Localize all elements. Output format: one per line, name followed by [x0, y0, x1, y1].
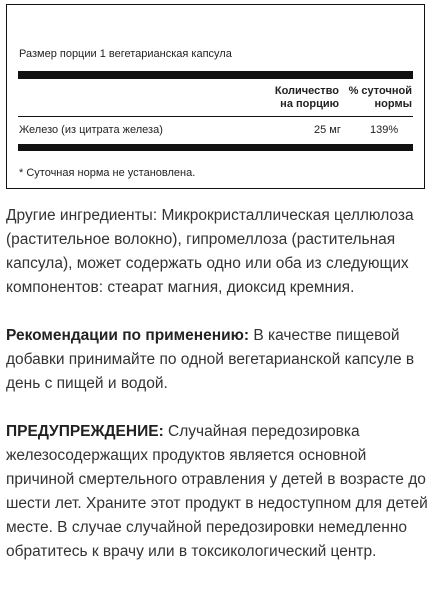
warning-label: ПРЕДУПРЕЖДЕНИЕ:: [6, 423, 164, 440]
serving-size: Размер порции 1 вегетарианская капсула: [19, 48, 232, 60]
directions-text: В качестве пищевой добавки принимайте по одной вегетарианской капсуле в день с пищей и водой.: [6, 327, 415, 392]
warning-text: Случайная передозировка железосодержащих продуктов является основной причиной смертельного отравления у детей в возрасте до шести лет. Храните этот продукт в недоступном для детей месте. В случае случайной передозировки немедленно обратитесь к врачу или в токсикологический центр.: [6, 423, 428, 560]
dv-header-line1: % суточной: [348, 85, 412, 97]
divider-thick: [18, 71, 413, 79]
nutrient-daily-value: 139%: [370, 124, 399, 136]
amount-per-serving-header: [275, 85, 339, 111]
amount-header-line1: Количество: [274, 85, 339, 97]
daily-value-header: [349, 85, 412, 111]
warning-paragraph: [6, 420, 432, 564]
nutrient-label: Железо (из цитрата железа): [19, 124, 163, 136]
dv-header-line2: нормы: [374, 98, 412, 110]
amount-header-line2: на порцию: [280, 98, 339, 110]
other-ingredients-paragraph: [6, 204, 432, 300]
directions-paragraph: [6, 324, 432, 396]
supplement-facts-panel: [6, 4, 425, 189]
divider-thin: [18, 116, 413, 117]
other-ingredients-text: Другие ингредиенты: Микрокристаллическая целлюлоза (растительное волокно), гипромеллоза (растительная капсула), может содержать одно или оба из следующих компонентов: стеарат магния, диоксид кремния.: [6, 207, 414, 296]
divider-thick-bottom: [18, 144, 413, 151]
directions-label: Рекомендации по применению:: [6, 327, 250, 344]
footnote: * Суточная норма не установлена.: [19, 167, 196, 179]
nutrient-amount: 25 мг: [314, 124, 341, 136]
